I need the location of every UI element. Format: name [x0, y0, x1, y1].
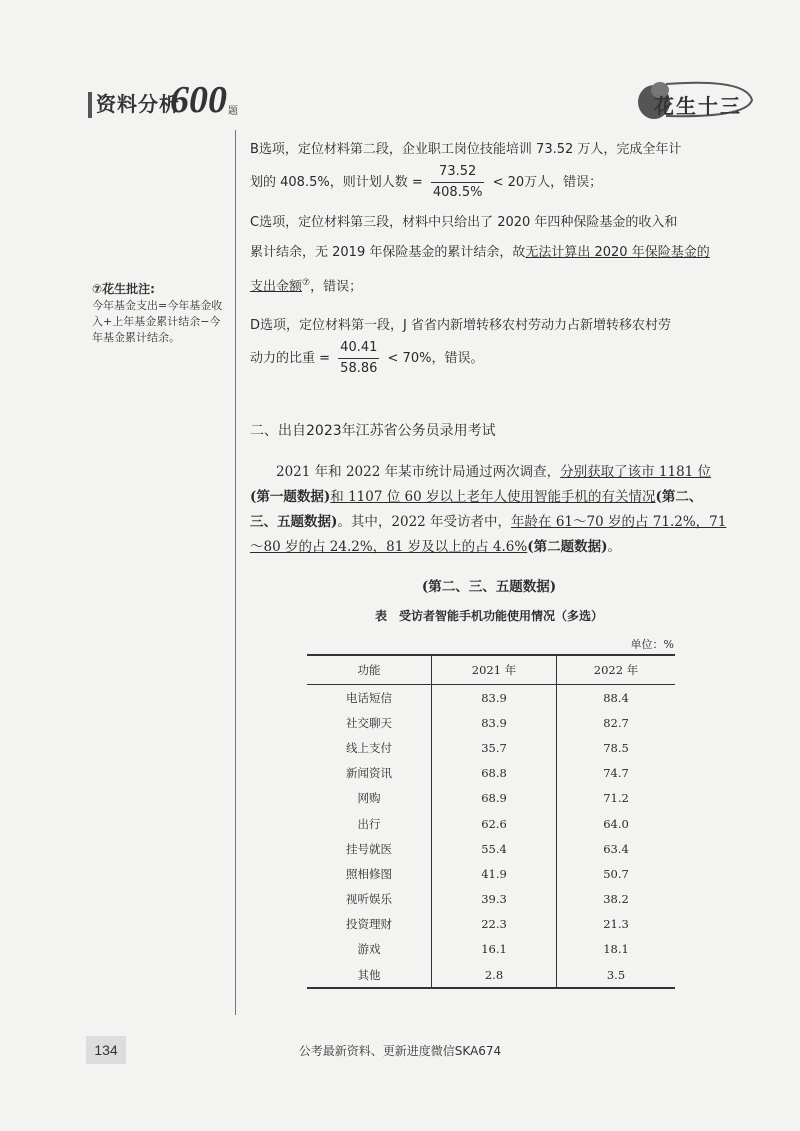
- option-d-fraction: [338, 338, 379, 379]
- option-b-fraction: [431, 162, 485, 203]
- value-2021-cell: 2.8: [432, 962, 557, 988]
- intro-paragraph: [250, 460, 728, 560]
- intro-underline: 年龄在 61～70 岁的占 71.2%，71～80 岁的占 24.2%，81 岁及以上的占 4.6%: [250, 514, 727, 555]
- function-cell: 线上支付: [307, 735, 432, 760]
- value-2022-cell: 63.4: [603, 841, 629, 856]
- option-d-result: < 70%，错误。: [387, 351, 484, 366]
- fraction-numerator: 40.41: [338, 338, 379, 359]
- value-2022-cell: 21.3: [603, 917, 629, 932]
- option-d-line1: D选项，定位材料第一段，J 省省内新增转移农村劳动力占新增转移农村劳: [250, 318, 671, 333]
- value-2022-cell: 74.7: [603, 766, 629, 781]
- fraction-denominator: 58.86: [340, 361, 378, 376]
- table-row: [307, 811, 675, 836]
- table-row: [307, 912, 675, 937]
- table-row: [307, 786, 675, 811]
- note-body: 今年基金支出=今年基金收入+上年基金累计结余−今年基金累计结余。: [92, 299, 223, 344]
- fraction-numerator: 73.52: [431, 162, 485, 183]
- table-row: [307, 735, 675, 760]
- margin-divider: [235, 130, 236, 1015]
- value-2021-cell: 68.8: [432, 761, 557, 786]
- page-number: 134: [86, 1036, 126, 1064]
- value-2022-cell: 71.2: [603, 791, 629, 806]
- value-2022-cell: 18.1: [603, 942, 629, 957]
- column-header: 2022 年: [557, 655, 676, 685]
- option-c-line2: [250, 243, 730, 263]
- book-suffix: 题: [228, 106, 238, 117]
- table-row: [307, 937, 675, 962]
- option-c-text: 累计结余，无 2019 年保险基金的累计结余，故: [250, 245, 526, 260]
- value-2021-cell: 62.6: [432, 811, 557, 836]
- function-cell: 其他: [307, 962, 432, 988]
- value-2021-cell: 22.3: [432, 912, 557, 937]
- brand-text: 花生十三: [654, 94, 742, 118]
- function-cell: 照相修图: [307, 861, 432, 886]
- option-b-result: < 20万人，错误；: [492, 175, 603, 190]
- value-2022-cell: 50.7: [603, 866, 629, 881]
- value-2021-cell: 68.9: [432, 786, 557, 811]
- option-b-line2: [250, 162, 730, 203]
- table-row: [307, 861, 675, 886]
- value-2022-cell: 64.0: [603, 816, 629, 831]
- intro-bold: (第二题数据): [527, 539, 608, 555]
- option-b-line1: B选项，定位材料第二段，企业职工岗位技能培训 73.52 万人，完成全年计: [250, 142, 682, 157]
- table-row: [307, 836, 675, 861]
- annotation-ref: ⑦: [302, 278, 311, 288]
- function-cell: 出行: [307, 811, 432, 836]
- function-cell: 电话短信: [307, 685, 432, 711]
- intro-underline: 分别获取了该市 1181 位: [560, 464, 712, 480]
- value-2021-cell: 35.7: [432, 735, 557, 760]
- value-2021-cell: 55.4: [432, 836, 557, 861]
- value-2021-cell: 41.9: [432, 861, 557, 886]
- value-2022-cell: 88.4: [603, 690, 629, 705]
- note-title: ⑦花生批注:: [92, 282, 155, 296]
- table-row: [307, 761, 675, 786]
- intro-text: 2021 年和 2022 年某市统计局通过两次调查，: [276, 464, 561, 480]
- option-c-line1: C选项，定位材料第三段，材料中只给出了 2020 年四种保险基金的收入和: [250, 215, 678, 230]
- option-c-line3: [250, 273, 730, 297]
- function-cell: 游戏: [307, 937, 432, 962]
- header-bar: [88, 92, 92, 118]
- value-2021-cell: 83.9: [432, 685, 557, 711]
- table-unit: 单位：%: [630, 638, 674, 651]
- value-2021-cell: 83.9: [432, 710, 557, 735]
- intro-underline: 和 1107 位 60 岁以上老年人使用智能手机的有关情况: [330, 489, 656, 505]
- table-header-row: [307, 655, 675, 685]
- data-table: [307, 654, 675, 989]
- intro-text: 。: [607, 539, 621, 555]
- function-cell: 投资理财: [307, 912, 432, 937]
- option-b-text: 划的 408.5%，则计划人数 =: [250, 175, 423, 190]
- fraction-denominator: 408.5%: [432, 185, 483, 200]
- function-cell: 新闻资讯: [307, 761, 432, 786]
- section-heading: 二、出自2023年江苏省公务员录用考试: [250, 423, 496, 439]
- value-2022-cell: 78.5: [603, 740, 629, 755]
- table-row: [307, 710, 675, 735]
- table-caption: 表 受访者智能手机功能使用情况（多选）: [374, 609, 603, 623]
- option-c-underline: 无法计算出 2020 年保险基金的: [525, 245, 710, 260]
- value-2022-cell: 3.5: [557, 962, 676, 988]
- function-cell: 视听娱乐: [307, 887, 432, 912]
- function-cell: 挂号就医: [307, 836, 432, 861]
- table-row: [307, 887, 675, 912]
- value-2021-cell: 39.3: [432, 887, 557, 912]
- option-d-text: 动力的比重 =: [250, 351, 331, 366]
- option-d-line2: [250, 338, 730, 379]
- intro-bold: (第二、三、五题数据): [250, 489, 703, 530]
- value-2022-cell: 82.7: [603, 715, 629, 730]
- column-header: 功能: [307, 655, 432, 685]
- option-c-result: ，错误；: [310, 279, 363, 295]
- function-cell: 社交聊天: [307, 710, 432, 735]
- intro-bold: (第一题数据): [250, 489, 331, 505]
- intro-text: 。其中，2022 年受访者中，: [337, 514, 512, 530]
- function-cell: 网购: [307, 786, 432, 811]
- book-number: 600: [170, 79, 227, 121]
- value-2021-cell: 16.1: [432, 937, 557, 962]
- book-title: 资料分析: [96, 92, 180, 116]
- footer-text: 公考最新资料、更新进度微信SKA674: [298, 1044, 502, 1058]
- table-row: [307, 962, 675, 988]
- column-header: 2021 年: [432, 655, 557, 685]
- table-row: [307, 685, 675, 711]
- data-title: (第二、三、五题数据): [421, 579, 557, 595]
- option-c-underline-2: 支出金额: [250, 279, 303, 295]
- value-2022-cell: 38.2: [603, 892, 629, 907]
